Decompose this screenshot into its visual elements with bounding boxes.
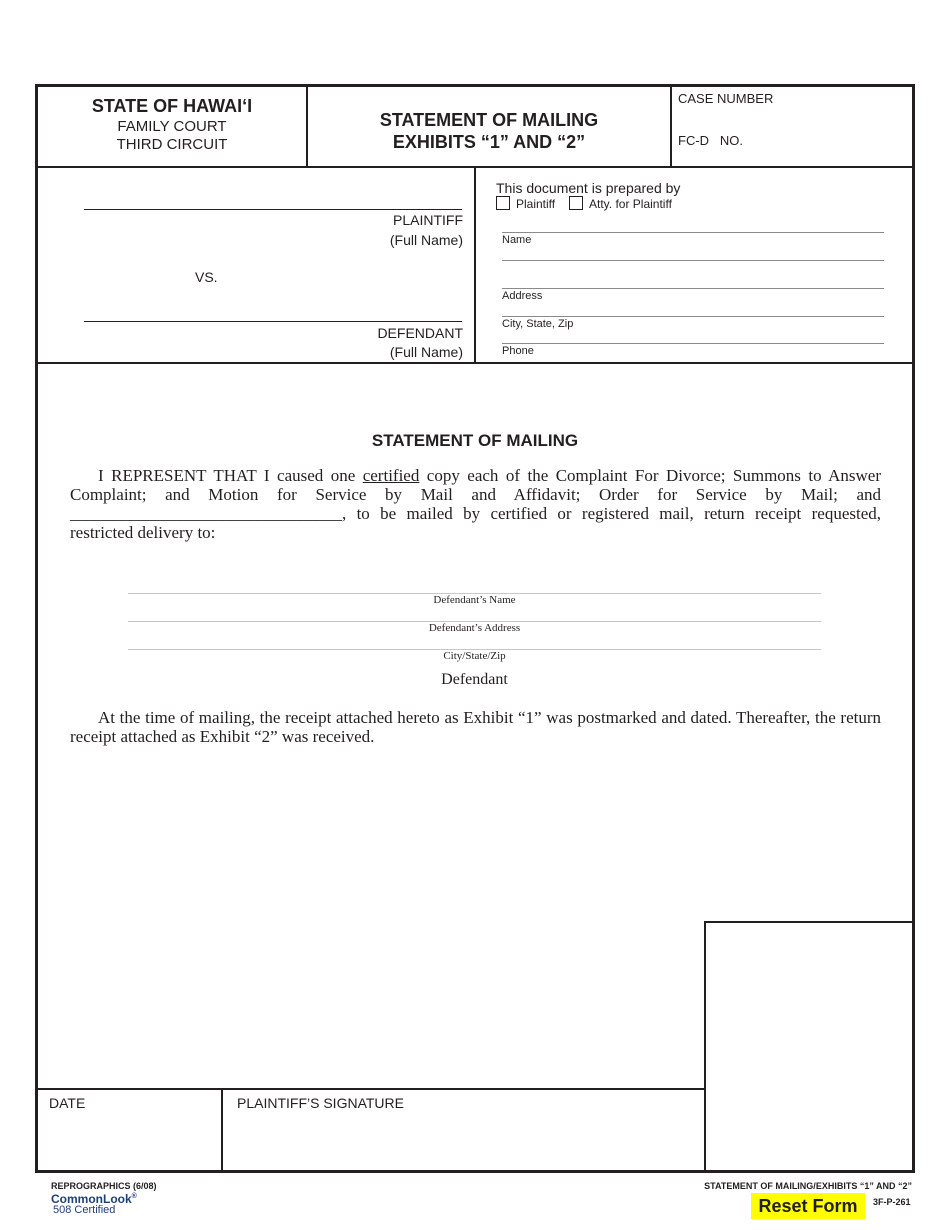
defendant-caption: Defendant <box>441 671 508 688</box>
filing-stamp-box <box>708 925 910 1168</box>
defendant-label: DEFENDANT <box>377 325 463 341</box>
plaintiff-sub-label: (Full Name) <box>389 232 463 248</box>
plaintiff-checkbox-label: Plaintiff <box>516 197 556 211</box>
circuit-name: THIRD CIRCUIT <box>116 136 228 153</box>
phone-label: Phone <box>502 345 534 357</box>
form-title-footer: STATEMENT OF MAILING/EXHIBITS “1” AND “2” <box>704 1181 912 1191</box>
representation-paragraph <box>70 466 881 542</box>
atty-checkbox-label: Atty. for Plaintiff <box>589 197 672 211</box>
receipt-paragraph: At the time of mailing, the receipt attached hereto as Exhibit “1” was postmarked and dated. Thereafter, the return receipt attached as Exhibit “2” was received. <box>70 708 881 746</box>
versus-label: VS. <box>195 269 218 285</box>
commonlook-mark: ® <box>131 1193 137 1200</box>
plaintiff-checkbox[interactable] <box>496 196 510 210</box>
case-number-prefix: FC-D NO. <box>678 133 743 148</box>
paragraph-intro: I REPRESENT THAT I caused one <box>98 466 363 485</box>
defendant-address-caption: Defendant’s Address <box>428 622 521 634</box>
defendant-name-line[interactable] <box>84 321 462 322</box>
city-state-zip-label: City, State, Zip <box>502 318 574 330</box>
name-label: Name <box>502 234 532 246</box>
case-number-label: CASE NUMBER <box>678 91 774 106</box>
body-heading: STATEMENT OF MAILING <box>371 431 579 450</box>
city-state-zip-caption: City/State/Zip <box>443 650 506 662</box>
signature-label: PLAINTIFF’S SIGNATURE <box>237 1095 404 1111</box>
defendant-sub-label: (Full Name) <box>389 344 463 360</box>
atty-checkbox[interactable] <box>569 196 583 210</box>
reprographics-label: REPROGRAPHICS (6/08) <box>51 1181 157 1191</box>
form-code: 3F-P-261 <box>873 1197 911 1207</box>
plaintiff-label: PLAINTIFF <box>392 212 463 228</box>
state-name: STATE OF HAWAI‘I <box>91 96 253 116</box>
certified-508-label: 508 Certified <box>53 1204 116 1216</box>
city-state-zip-field[interactable] <box>502 316 884 317</box>
address-label: Address <box>502 290 543 302</box>
phone-field[interactable] <box>502 343 884 344</box>
certified-word: certified <box>362 466 420 485</box>
date-label: DATE <box>49 1095 86 1111</box>
address-field-line1[interactable] <box>502 260 884 261</box>
address-field-line2[interactable] <box>502 288 884 289</box>
signature-field[interactable] <box>226 1113 702 1168</box>
court-name: FAMILY COURT <box>117 118 227 135</box>
date-field[interactable] <box>40 1113 220 1168</box>
document-title-line1: STATEMENT OF MAILING <box>379 110 599 130</box>
commonlook-text: CommonLook <box>51 1192 132 1206</box>
plaintiff-name-line[interactable] <box>84 209 462 210</box>
defendant-name-caption: Defendant’s Name <box>433 594 516 606</box>
paragraph-rest: copy each of the Complaint For Divorce; Summons to Answer Complaint; and Motion for Service by Mail and Affidavit; Order for Service by Mail; and ________________________________, to be mailed by certified or registered mail, return receipt requested, restricted delivery to: <box>70 466 881 542</box>
reset-form-button[interactable]: Reset Form <box>751 1193 865 1219</box>
prepared-by-heading: This document is prepared by <box>496 180 681 196</box>
document-title <box>308 109 670 153</box>
name-field[interactable] <box>502 232 884 233</box>
document-title-line2: EXHIBITS “1” AND “2” <box>392 132 586 152</box>
